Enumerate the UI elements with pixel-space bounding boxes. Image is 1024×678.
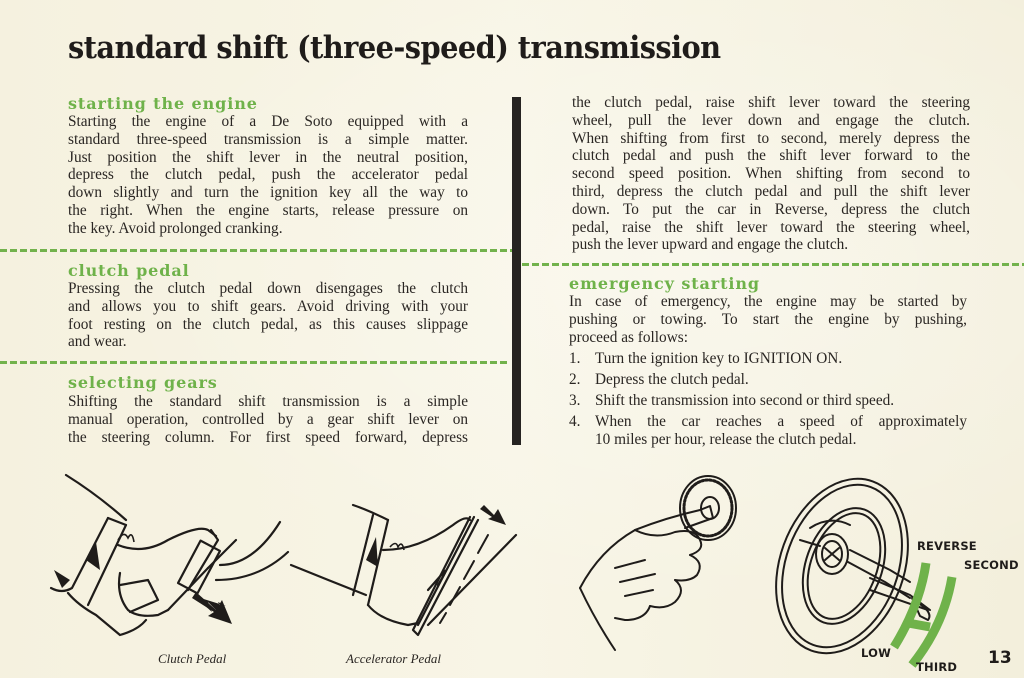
text-line: third, depress the clutch pedal and pull the shift lever bbox=[572, 182, 970, 200]
text-line: Starting the engine of a De Soto equipped with a bbox=[68, 113, 468, 130]
text-line: foot resting on the clutch pedal, as this causes slippage bbox=[68, 315, 468, 333]
text-line: When shifting from first to second, merely depress the bbox=[572, 129, 970, 147]
text-line: push the lever upward and engage the clutch. bbox=[572, 236, 849, 254]
emergency-starting-text bbox=[569, 293, 967, 449]
text-line: In case of emergency, the engine may be started by bbox=[569, 293, 967, 310]
clutch-pedal-illustration bbox=[48, 470, 288, 645]
text-line: Just position the shift lever in the neutral position, bbox=[68, 148, 468, 166]
text-line: depress the clutch pedal, push the accelerator pedal bbox=[68, 166, 468, 184]
page-title: standard shift (three-speed) transmission bbox=[68, 30, 721, 66]
text-line: Shifting the standard shift transmission is a simple bbox=[68, 393, 468, 410]
text-line: clutch pedal and push the shift lever forward to the bbox=[572, 147, 970, 165]
text-line: the steering column. For first speed forward, depress bbox=[68, 428, 468, 446]
text-line: down slightly and turn the ignition key all the way to bbox=[68, 184, 468, 202]
text-line: and allows you to shift gears. Avoid driving with your bbox=[68, 297, 468, 315]
list-item: 4. When the car reaches a speed of approximately 10 miles per hour, release the clutch pedal. bbox=[569, 413, 967, 449]
text-line: second speed position. When shifting from second to bbox=[572, 165, 970, 183]
heading-emergency-starting: emergency starting bbox=[569, 274, 761, 293]
text-line: pushing or towing. To start the engine by pushing, bbox=[569, 310, 967, 328]
text-line: down. To put the car in Reverse, depress the clutch bbox=[572, 200, 970, 218]
text-line: the right. When the engine starts, release pressure on bbox=[68, 201, 468, 219]
accelerator-pedal-illustration bbox=[288, 495, 523, 640]
dashed-divider bbox=[0, 249, 512, 252]
text-line: the clutch pedal, raise shift lever toward the steering bbox=[572, 94, 970, 111]
text-line: manual operation, controlled by a gear shift lever on bbox=[68, 410, 468, 428]
caption-accelerator-pedal: Accelerator Pedal bbox=[346, 651, 441, 666]
column-divider bbox=[512, 97, 521, 445]
text-line: the key. Avoid prolonged cranking. bbox=[68, 219, 283, 237]
ignition-key-hand-illustration bbox=[575, 470, 750, 650]
list-item: 1. Turn the ignition key to IGNITION ON. bbox=[569, 350, 843, 368]
shift-pattern-icon bbox=[880, 555, 960, 670]
heading-clutch-pedal: clutch pedal bbox=[68, 261, 190, 280]
dashed-divider bbox=[522, 263, 1024, 266]
text-line: pedal, raise the shift lever toward the steering wheel, bbox=[572, 218, 970, 236]
text-line: and wear. bbox=[68, 333, 127, 351]
heading-selecting-gears: selecting gears bbox=[68, 373, 218, 392]
gear-label-second: SECOND bbox=[964, 558, 1019, 572]
selecting-gears-continued-text bbox=[572, 94, 970, 254]
emergency-steps-list bbox=[569, 348, 967, 449]
selecting-gears-text bbox=[68, 393, 468, 446]
text-line: Pressing the clutch pedal down disengages the clutch bbox=[68, 280, 468, 297]
text-line: wheel, pull the lever down and engage the clutch. bbox=[572, 111, 970, 129]
text-line: standard three-speed transmission is a simple matter. bbox=[68, 130, 468, 148]
heading-starting-the-engine: starting the engine bbox=[68, 94, 258, 113]
text-line: proceed as follows: bbox=[569, 328, 688, 346]
page-number: 13 bbox=[988, 648, 1012, 668]
list-item: 3. Shift the transmission into second or third speed. bbox=[569, 392, 895, 410]
caption-clutch-pedal: Clutch Pedal bbox=[158, 651, 227, 666]
gear-label-reverse: REVERSE bbox=[917, 539, 977, 553]
dashed-divider bbox=[0, 361, 510, 364]
list-item: 2. Depress the clutch pedal. bbox=[569, 371, 749, 389]
gear-label-third: THIRD bbox=[916, 660, 958, 674]
gear-label-low: LOW bbox=[861, 646, 891, 660]
clutch-pedal-text bbox=[68, 280, 468, 351]
starting-engine-text bbox=[68, 113, 468, 238]
